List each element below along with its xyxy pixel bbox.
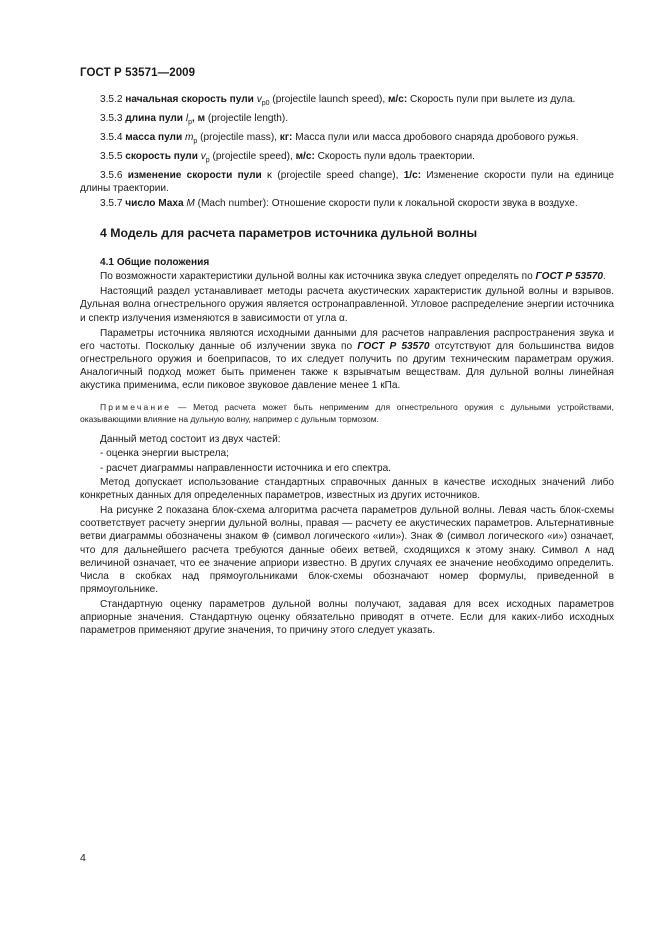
list-item: - расчет диаграммы направленности источника и его спектра. bbox=[100, 462, 392, 474]
section-heading: 4 Модель для расчета параметров источника дульной волны bbox=[100, 225, 478, 240]
symbol: l bbox=[185, 112, 189, 124]
definition-number: 3.5.3 bbox=[100, 112, 123, 124]
standard-reference: ГОСТ Р 53570 bbox=[535, 271, 603, 283]
note-label: Примечание bbox=[100, 401, 172, 412]
symbol: M bbox=[186, 197, 195, 209]
subsection-heading: 4.1 Общие положения bbox=[100, 257, 210, 269]
definition-number: 3.5.6 bbox=[100, 169, 123, 181]
symbol: v bbox=[256, 94, 262, 105]
symbol: m bbox=[185, 131, 194, 143]
definition-number: 3.5.7 bbox=[100, 197, 123, 209]
definition-number: 3.5.4 bbox=[100, 131, 123, 143]
paragraph-3 bbox=[80, 327, 614, 393]
paragraph-1 bbox=[80, 270, 614, 283]
english-term: (projectile length). bbox=[207, 112, 289, 124]
unit: кг: bbox=[279, 131, 293, 143]
unit: , м bbox=[191, 112, 206, 124]
paragraph-text: отсутствуют для большинства видов огнестрельного оружия и боеприпасов, то их следует получить по другим техническим параметрам оружия. Аналогичный подход может быть применен также к взрывчатым веществам. Для дульной волны линейная акустика применима, если пиковое звуковое давление менее 1 кПа. bbox=[80, 340, 614, 392]
definition-text: Скорость пули вдоль траектории. bbox=[317, 150, 475, 162]
symbol-subscript: p bbox=[193, 137, 198, 145]
definition-text: Масса пули или масса дробового снаряда дробового ружья. bbox=[295, 131, 579, 143]
standard-reference: ГОСТ Р 53570 bbox=[357, 340, 430, 352]
symbol: κ bbox=[267, 169, 273, 181]
definition-term: длина пули bbox=[125, 112, 183, 124]
english-term: (projectile mass), bbox=[200, 131, 277, 143]
document-header: ГОСТ Р 53571—2009 bbox=[80, 67, 196, 79]
definition-term: масса пули bbox=[125, 131, 183, 143]
definition-3-5-2 bbox=[80, 93, 614, 110]
paragraph-6: На рисунке 2 показана блок-схема алгоритма расчета параметров дульной волны. Левая часть блок-схемы соответствует расчету энергии дульной волны, правая — расчету ее акустических параметров. Альтернативные ветви диаграммы обозначены знаком ⊕ (символ логического «или»). Знак ⊗ (символ логического «и») означает, что для дальнейшего расчета требуются данные обеих ветвей, сходящихся к этому знаку. Символ ∧ над величиной означает, что ее значение априори известно. В других случаях ее значение необходимо определить. Числа в скобках над прямоугольниками блок-схемы обозначают номер формулы, приведенной в прямоугольнике. bbox=[80, 504, 614, 596]
paragraph-5: Метод допускает использование стандартных справочных данных в качестве исходных значений либо конкретных данных для определенных параметров, известных из других источников. bbox=[80, 476, 614, 502]
paragraph-2: Настоящий раздел устанавливает методы расчета акустических характеристик дульной волны и взрывов. Дульная волна огнестрельного оружия является остронаправленной. Угловое распределение энергии источника и спектр излучения изменяются в зависимости от угла α. bbox=[80, 286, 614, 324]
definition-term: число Маха bbox=[125, 197, 184, 209]
english-term: (projectile speed change), bbox=[277, 169, 399, 181]
definition-text: Скорость пули при вылете из дула. bbox=[410, 94, 576, 105]
definition-number: 3.5.5 bbox=[100, 150, 123, 162]
paragraph-text: По возможности характеристики дульной волны как источника звука следует определять по bbox=[100, 271, 533, 283]
paragraph-4: Данный метод состоит из двух частей: bbox=[100, 433, 281, 445]
list-item: - оценка энергии выстрела; bbox=[100, 448, 229, 460]
page-body bbox=[80, 93, 614, 639]
definition-3-5-4 bbox=[80, 131, 614, 148]
note-text: — Метод расчета может быть неприменим для огнестрельного оружия с дульными устройствами, оказывающими влияние на дульную волну, например с дульным тормозом. bbox=[80, 401, 614, 424]
english-term: (projectile speed), bbox=[212, 150, 293, 162]
definition-text: Отношение скорости пули к локальной скорости звука в воздухе. bbox=[271, 197, 578, 209]
paragraph-text: . bbox=[602, 271, 606, 283]
definition-term: изменение скорости пули bbox=[127, 169, 262, 181]
paragraph-text: Параметры источника являются исходными данными для расчетов направления распространения звука и его частоты. Поскольку данные об излучении звука по bbox=[80, 327, 614, 352]
definition-3-5-7 bbox=[80, 197, 614, 210]
definition-term: скорость пули bbox=[125, 150, 198, 162]
symbol-subscript: p bbox=[188, 118, 192, 126]
definition-3-5-3 bbox=[80, 112, 614, 129]
english-term: (projectile launch speed), bbox=[272, 94, 386, 105]
definition-number: 3.5.2 bbox=[100, 94, 123, 105]
definition-3-5-6 bbox=[80, 169, 614, 195]
symbol: v bbox=[200, 150, 206, 162]
page-number: 4 bbox=[80, 852, 86, 864]
symbol-subscript: p bbox=[205, 156, 210, 164]
unit: м/с: bbox=[387, 94, 408, 105]
unit: м/с: bbox=[295, 150, 315, 162]
english-term: (Mach number): bbox=[197, 197, 269, 209]
paragraph-7: Стандартную оценку параметров дульной волны получают, задавая для всех исходных параметров априорные значения. Стандартную оценку обязательно приводят в отчете. Если для каких-либо исходных параметров применяют другие значения, то причину этого следует указать. bbox=[80, 599, 614, 637]
definition-text: Изменение скорости пули на единице длины траектории. bbox=[80, 169, 614, 194]
definition-term: начальная скорость пули bbox=[125, 94, 254, 105]
symbol-subscript: p0 bbox=[261, 100, 270, 108]
note bbox=[80, 401, 614, 425]
unit: 1/с: bbox=[403, 169, 422, 181]
definition-3-5-5 bbox=[80, 150, 614, 167]
